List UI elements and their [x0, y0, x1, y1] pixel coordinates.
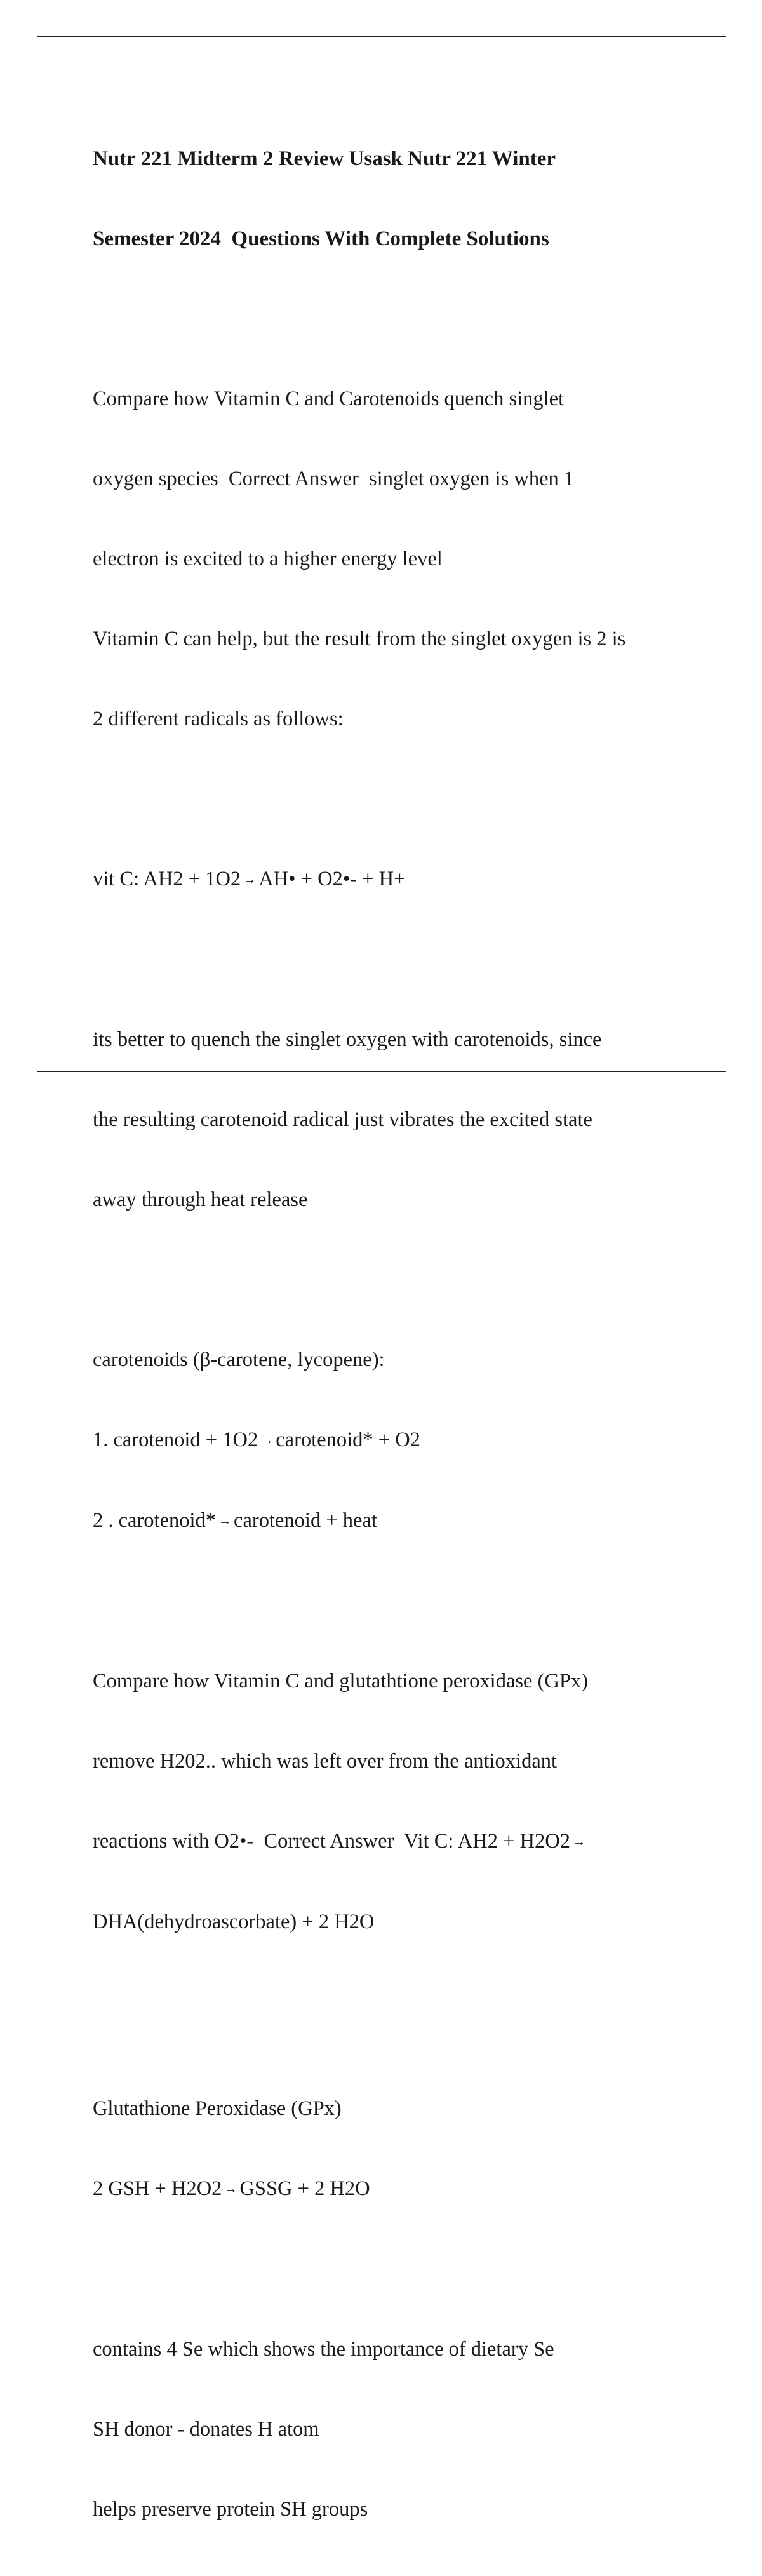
equation-line	[93, 1426, 702, 1454]
text-line: helps preserve protein SH groups	[93, 2498, 368, 2521]
equation-line	[93, 866, 702, 893]
title-line: Nutr 221 Midterm 2 Review Usask Nutr 221 Winter	[93, 147, 556, 170]
selenium-notes	[93, 2283, 702, 2576]
text-line: away through heat release	[93, 1188, 308, 1211]
footer-rule	[37, 1071, 726, 1072]
reaction-arrow-icon: →	[224, 2182, 237, 2196]
text-line: SH donor - donates H atom	[93, 2418, 319, 2441]
equations-heading: carotenoids (β-carotene, lycopene):	[93, 1348, 385, 1371]
equation-line	[93, 2175, 702, 2203]
reaction-arrow-icon: →	[260, 1433, 274, 1447]
text-line: Compare how Vitamin C and glutathtione peroxidase (GPx)	[93, 1670, 589, 1693]
equation-left: vit C: AH2 + 1O2	[93, 868, 241, 890]
gpx-section	[93, 2042, 702, 2256]
text-line	[93, 1828, 702, 1855]
document-title	[93, 92, 702, 305]
equation-left: reactions with O2•- Correct Answer Vit C: AH2 + H2O2	[93, 1830, 570, 1853]
vitamin-c-equation	[93, 812, 702, 946]
text-line: Vitamin C can help, but the result from the singlet oxygen is 2 is	[93, 627, 626, 650]
reaction-arrow-icon: →	[573, 1835, 585, 1849]
document-body	[93, 92, 702, 2576]
text-line: the resulting carotenoid radical just vibrates the excited state	[93, 1108, 592, 1131]
text-line: Compare how Vitamin C and Carotenoids quench singlet	[93, 387, 565, 410]
equation-right: carotenoid + heat	[234, 1509, 377, 1532]
title-line: Semester 2024 Questions With Complete Solutions	[93, 227, 549, 250]
equation-right: AH• + O2•- + H+	[258, 868, 406, 890]
equation-line	[93, 1507, 702, 1534]
question-1	[93, 332, 702, 786]
question-2	[93, 1614, 702, 1989]
text-line: its better to quench the singlet oxygen with carotenoids, since	[93, 1028, 602, 1051]
equation-right: GSSG + 2 H2O	[239, 2177, 370, 2200]
equation-left: 2 . carotenoid*	[93, 1509, 217, 1532]
header-rule	[37, 36, 726, 37]
gpx-heading: Glutathione Peroxidase (GPx)	[93, 2097, 342, 2120]
text-line: 2 different radicals as follows:	[93, 708, 344, 730]
text-line: contains 4 Se which shows the importance of dietary Se	[93, 2338, 554, 2361]
text-line: oxygen species Correct Answer singlet oxygen is when 1	[93, 467, 575, 490]
equation-right: carotenoid* + O2	[276, 1428, 420, 1451]
carotenoid-equations	[93, 1293, 702, 1588]
reaction-arrow-icon: →	[243, 873, 257, 887]
text-line: DHA(dehydroascorbate) + 2 H2O	[93, 1910, 375, 1933]
carotenoid-explanation	[93, 973, 702, 1266]
text-line: remove H202.. which was left over from the antioxidant	[93, 1750, 558, 1773]
reaction-arrow-icon: →	[218, 1514, 232, 1528]
equation-left: 2 GSH + H2O2	[93, 2177, 222, 2200]
text-line: electron is excited to a higher energy level	[93, 547, 443, 570]
equation-left: 1. carotenoid + 1O2	[93, 1428, 258, 1451]
